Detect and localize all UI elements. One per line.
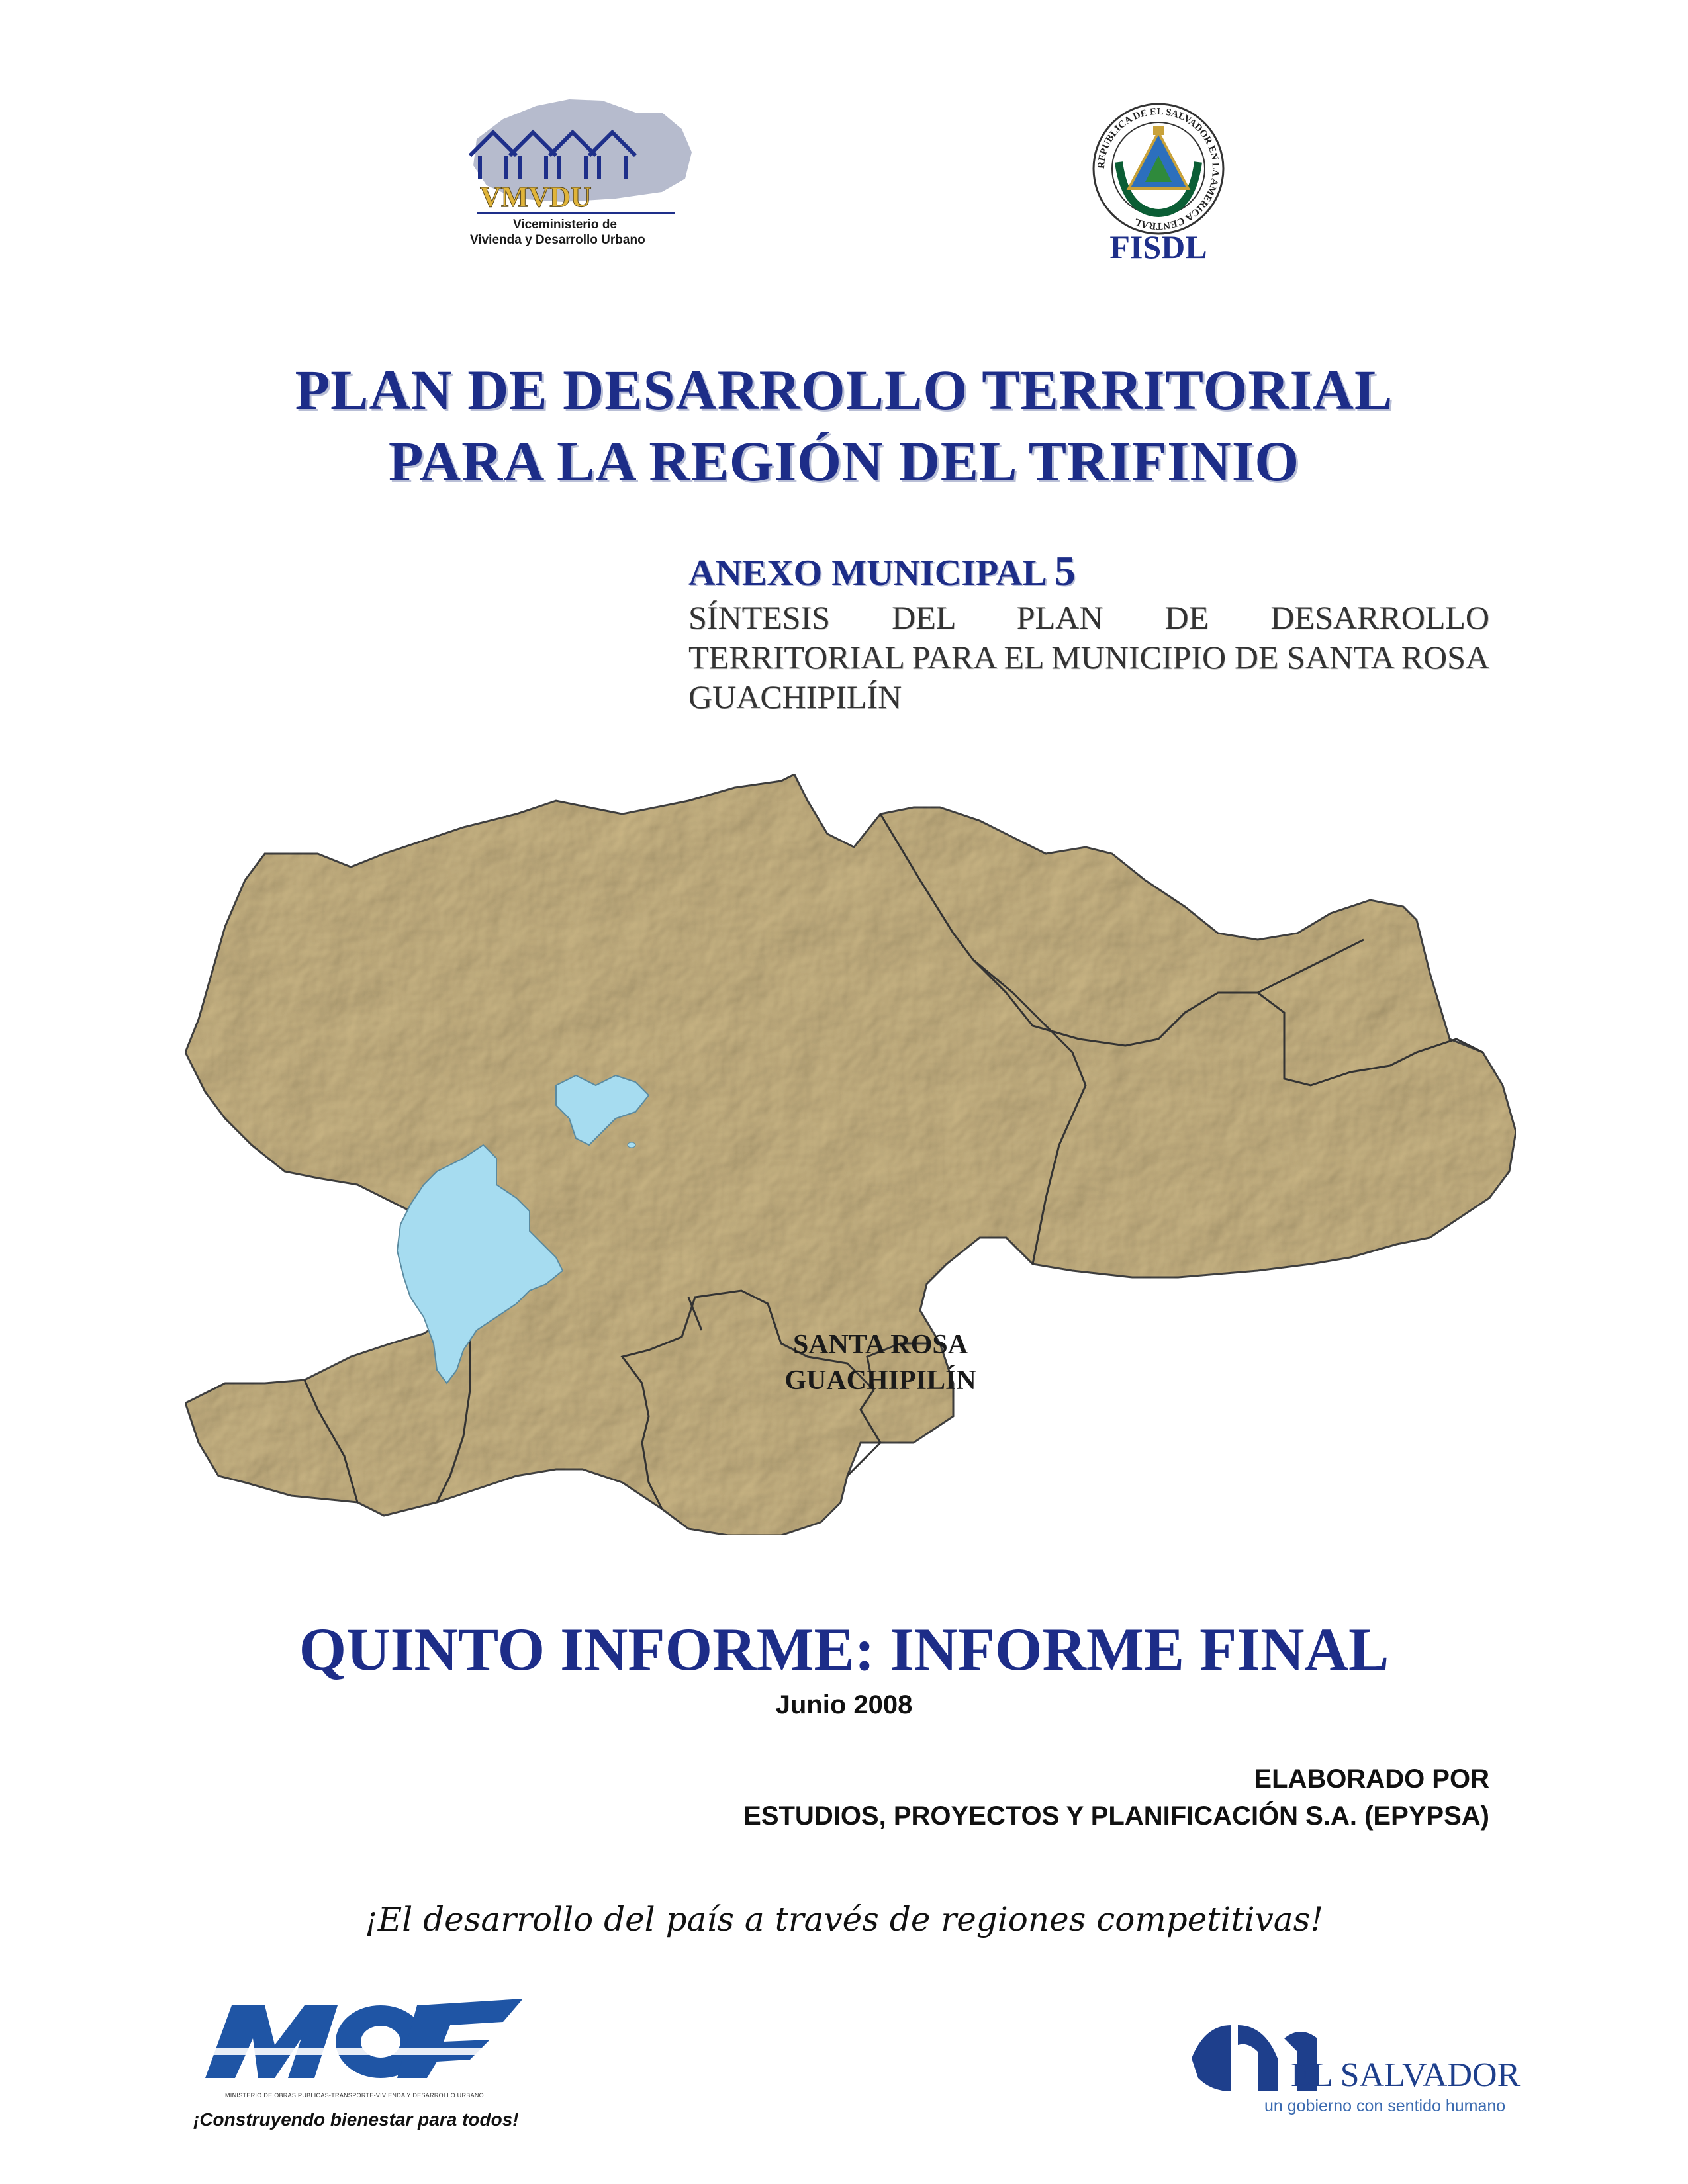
annex-block (688, 549, 1489, 717)
annex-title-text: ANEXO MUNICIPAL (688, 553, 1055, 594)
trifinio-region-shape (185, 774, 1516, 1535)
vmvdu-acronym: VMVDU (480, 181, 592, 213)
report-date: Junio 2008 (775, 1690, 913, 1719)
vmvdu-subtitle-1: Viceministerio de (513, 218, 617, 232)
mop-tagline: ¡Construyendo bienestar para todos! (193, 2109, 519, 2130)
document-title-line-1: PLAN DE DESARROLLO TERRITORIAL (295, 358, 1393, 422)
government-logo (1185, 1999, 1521, 2124)
municipality-label-line-2: GUACHIPILÍN (784, 1365, 976, 1396)
annex-number: 5 (1054, 547, 1076, 594)
annex-title (688, 549, 1489, 595)
vmvdu-logo (463, 93, 702, 251)
prepared-by-label: ELABORADO POR (1254, 1764, 1489, 1794)
fisdl-logo (1072, 99, 1244, 265)
annex-subtitle: SÍNTESIS DEL PLAN DE DESARROLLO TERRITORIAL PARA EL MUNICIPIO DE SANTA ROSA GUACHIPILÍN (688, 599, 1489, 715)
municipality-label-line-1: SANTA ROSA (792, 1330, 968, 1360)
government-tagline: un gobierno con sentido humano (1264, 2097, 1506, 2115)
fisdl-acronym: FISDL (1109, 228, 1207, 265)
region-map (185, 774, 1529, 1542)
report-title: QUINTO INFORME: INFORME FINAL (299, 1615, 1389, 1683)
slogan: ¡El desarrollo del país a través de regiones competitivas! (364, 1900, 1324, 1938)
prepared-by-organization: ESTUDIOS, PROYECTOS Y PLANIFICACIÓN S.A. (EPYPSA) (743, 1801, 1489, 1831)
mop-small-text: MINISTERIO DE OBRAS PUBLICAS-TRANSPORTE-VIVIENDA Y DESARROLLO URBANO (225, 2092, 484, 2099)
document-title-line-2: PARA LA REGIÓN DEL TRIFINIO (388, 430, 1300, 493)
municipality-label (741, 1327, 1019, 1398)
government-word: EL SALVADOR (1291, 2056, 1521, 2094)
vmvdu-subtitle-2: Vivienda y Desarrollo Urbano (470, 233, 645, 247)
prepared-by-block (743, 1760, 1489, 1835)
mop-logo (192, 1985, 536, 2124)
fisdl-seal-text: REPUBLICA DE EL SALVADOR EN LA AMERICA CENTRAL (1096, 106, 1221, 232)
